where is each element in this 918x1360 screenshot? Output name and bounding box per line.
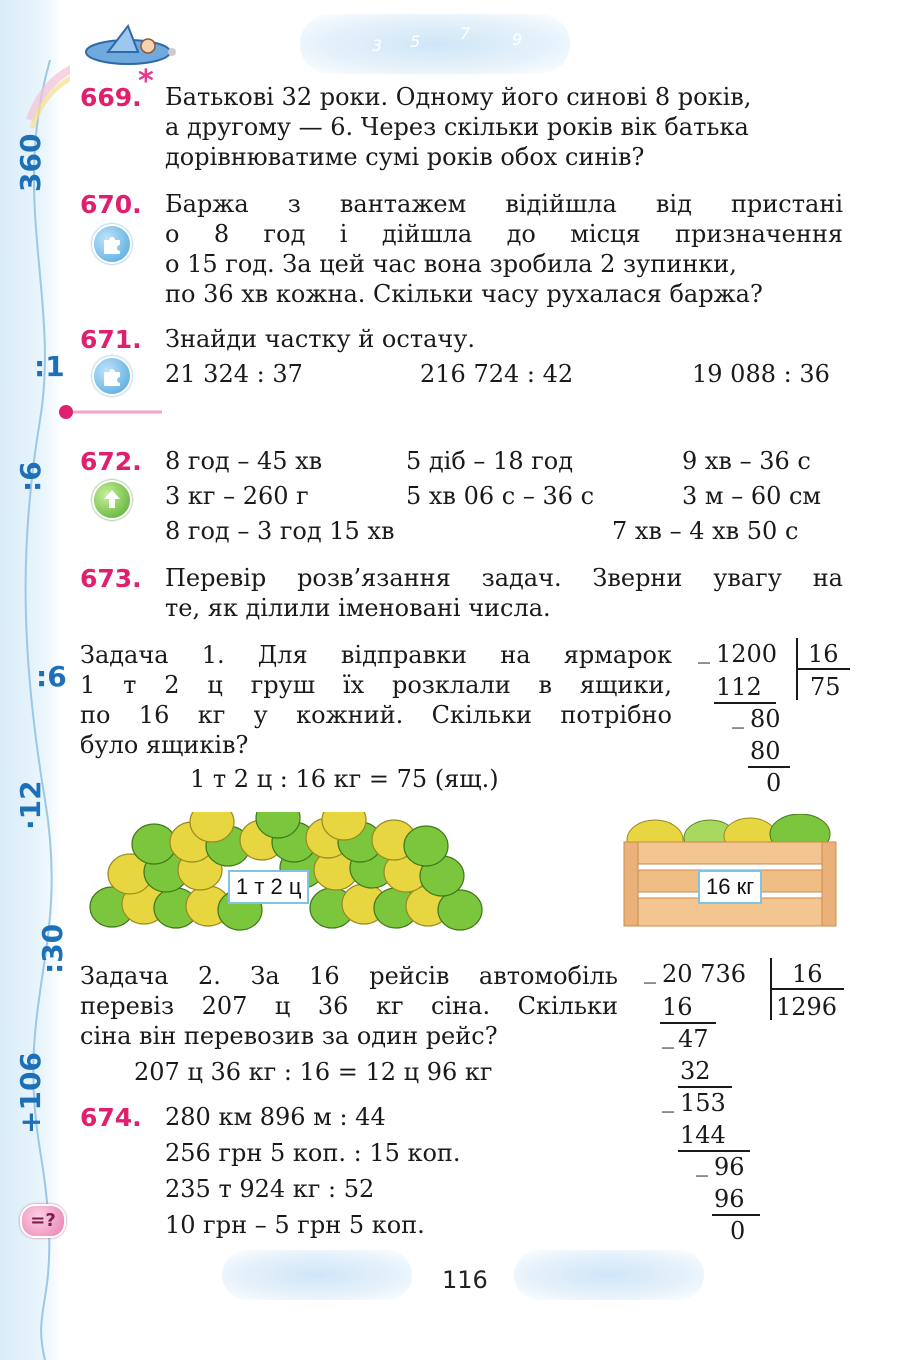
margin-label-div6-b: :6	[36, 660, 67, 693]
task-673-line: те, як ділили іменовані числа.	[165, 594, 551, 622]
margin-label-div30: :30	[36, 923, 69, 974]
task-674-expr: 235 т 924 кг : 52	[165, 1175, 375, 1203]
task-674-expr: 280 км 896 м : 44	[165, 1103, 386, 1131]
division2-step: 0	[730, 1217, 746, 1245]
margin-label-360: 360	[14, 133, 47, 192]
margin-label-plus106: +106	[14, 1052, 47, 1134]
division2-step: 16	[662, 993, 693, 1021]
problem1-line: Задача 1. Для відправки на ярмарок	[80, 641, 672, 669]
pear	[132, 824, 176, 864]
star-icon: *	[138, 64, 154, 99]
footer-cloud-right	[514, 1250, 704, 1300]
task-number-671: 671.	[80, 325, 142, 354]
problem2-line: Задача 2. За 16 рейсів автомобіль	[80, 962, 618, 990]
division2-minus: _	[644, 956, 656, 984]
division1-minus: _	[732, 701, 744, 729]
pile-weight-tag: 1 т 2 ц	[228, 870, 309, 904]
task-672-expr: 7 хв – 4 хв 50 с	[612, 517, 799, 545]
header-cloud	[300, 14, 570, 74]
task-671-text: Знайди частку й остачу.	[165, 325, 476, 353]
division1-step: 112	[716, 673, 762, 701]
division1-dividend: 1200	[716, 640, 778, 668]
problem2-line: перевіз 207 ц 36 кг сіна. Скільки	[80, 992, 618, 1020]
division2-step-line	[678, 1150, 750, 1152]
division1-quotient-line	[796, 668, 850, 670]
division2-minus: _	[696, 1149, 708, 1177]
division2-quotient-line	[770, 988, 844, 990]
problem1-line: по 16 кг у кожний. Скільки потрібно	[80, 701, 672, 729]
division2-quotient: 1296	[776, 993, 838, 1021]
task-671-expr: 19 088 : 36	[692, 360, 830, 388]
task-670-line: о 8 год і дійшла до місця призначення	[165, 220, 843, 248]
section-divider	[58, 405, 162, 419]
task-number-674: 674.	[80, 1103, 142, 1132]
page-number: 116	[442, 1266, 488, 1294]
problem1-solution: 1 т 2 ц : 16 кг = 75 (ящ.)	[190, 765, 499, 793]
task-number-670: 670.	[80, 190, 142, 219]
task-672-expr: 5 хв 06 с – 36 с	[406, 482, 595, 510]
task-number-673: 673.	[80, 564, 142, 593]
division1-step: 0	[766, 769, 782, 797]
task-669-line: а другому — 6. Через скільки років вік батька	[165, 113, 749, 141]
footer-cloud-left	[222, 1250, 412, 1300]
division2-minus: _	[662, 1021, 674, 1049]
airplane-icon	[78, 22, 178, 72]
cloud-digit: 7	[460, 24, 471, 43]
task-672-expr: 5 діб – 18 год	[406, 447, 574, 475]
problem2-line: сіна він перевозив за один рейс?	[80, 1022, 498, 1050]
question-badge: =?	[20, 1204, 66, 1238]
division1-step-line	[714, 702, 776, 704]
margin-label-mul12: ·12	[14, 780, 47, 830]
up-arrow-icon	[92, 480, 132, 520]
margin-label-div1: :1	[34, 350, 65, 383]
division2-divisor: 16	[792, 960, 823, 988]
puzzle-icon	[92, 356, 132, 396]
task-670-line: Баржа з вантажем відійшла від пристані	[165, 190, 843, 218]
task-671-expr: 216 724 : 42	[420, 360, 574, 388]
division1-step-line	[748, 766, 790, 768]
cloud-digit: 3	[372, 36, 383, 55]
problem2-solution: 207 ц 36 кг : 16 = 12 ц 96 кг	[134, 1058, 493, 1086]
puzzle-icon	[92, 224, 132, 264]
pear	[404, 826, 448, 866]
task-669-line: дорівнюватиме сумі років обох синів?	[165, 143, 645, 171]
task-number-669: 669.	[80, 83, 142, 112]
margin-label-div6-a: :6	[14, 461, 47, 492]
division2-step: 32	[680, 1057, 711, 1085]
division2-dividend: 20 736	[662, 960, 746, 988]
division1-step: 80	[750, 705, 781, 733]
task-672-expr: 3 кг – 260 г	[165, 482, 309, 510]
division2-step-line	[712, 1214, 760, 1216]
cloud-digit: 5	[410, 32, 421, 51]
task-672-expr: 8 год – 45 хв	[165, 447, 323, 475]
division1-step: 80	[750, 737, 781, 765]
task-672-expr: 8 год – 3 год 15 хв	[165, 517, 395, 545]
division2-step: 96	[714, 1153, 745, 1181]
division2-step: 144	[680, 1121, 726, 1149]
problem1-line: 1 т 2 ц груш їх розклали в ящики,	[80, 671, 672, 699]
division1-quotient: 75	[810, 673, 841, 701]
problem1-line: було ящиків?	[80, 731, 249, 759]
division2-step-line	[678, 1086, 732, 1088]
task-670-line: по 36 хв кожна. Скільки часу рухалася баржа?	[165, 280, 763, 308]
division2-minus: _	[662, 1085, 674, 1113]
division1-minus: _	[698, 636, 710, 664]
task-672-expr: 3 м – 60 см	[682, 482, 822, 510]
task-number-672: 672.	[80, 447, 142, 476]
task-671-expr: 21 324 : 37	[165, 360, 303, 388]
cloud-digit: 9	[512, 30, 523, 49]
division2-step: 47	[678, 1025, 709, 1053]
task-673-line: Перевір розв’язання задач. Зверни увагу на	[165, 564, 843, 592]
task-670-line: о 15 год. За цей час вона зробила 2 зупинки,	[165, 250, 737, 278]
task-674-expr: 256 грн 5 коп. : 15 коп.	[165, 1139, 461, 1167]
division1-divisor: 16	[808, 640, 839, 668]
task-672-expr: 9 хв – 36 с	[682, 447, 811, 475]
division2-step: 153	[680, 1089, 726, 1117]
division2-step: 96	[714, 1185, 745, 1213]
box-weight-tag: 16 кг	[698, 870, 762, 904]
task-674-expr: 10 грн – 5 грн 5 коп.	[165, 1211, 425, 1239]
task-669-line: Батькові 32 роки. Одному його синові 8 років,	[165, 83, 752, 111]
